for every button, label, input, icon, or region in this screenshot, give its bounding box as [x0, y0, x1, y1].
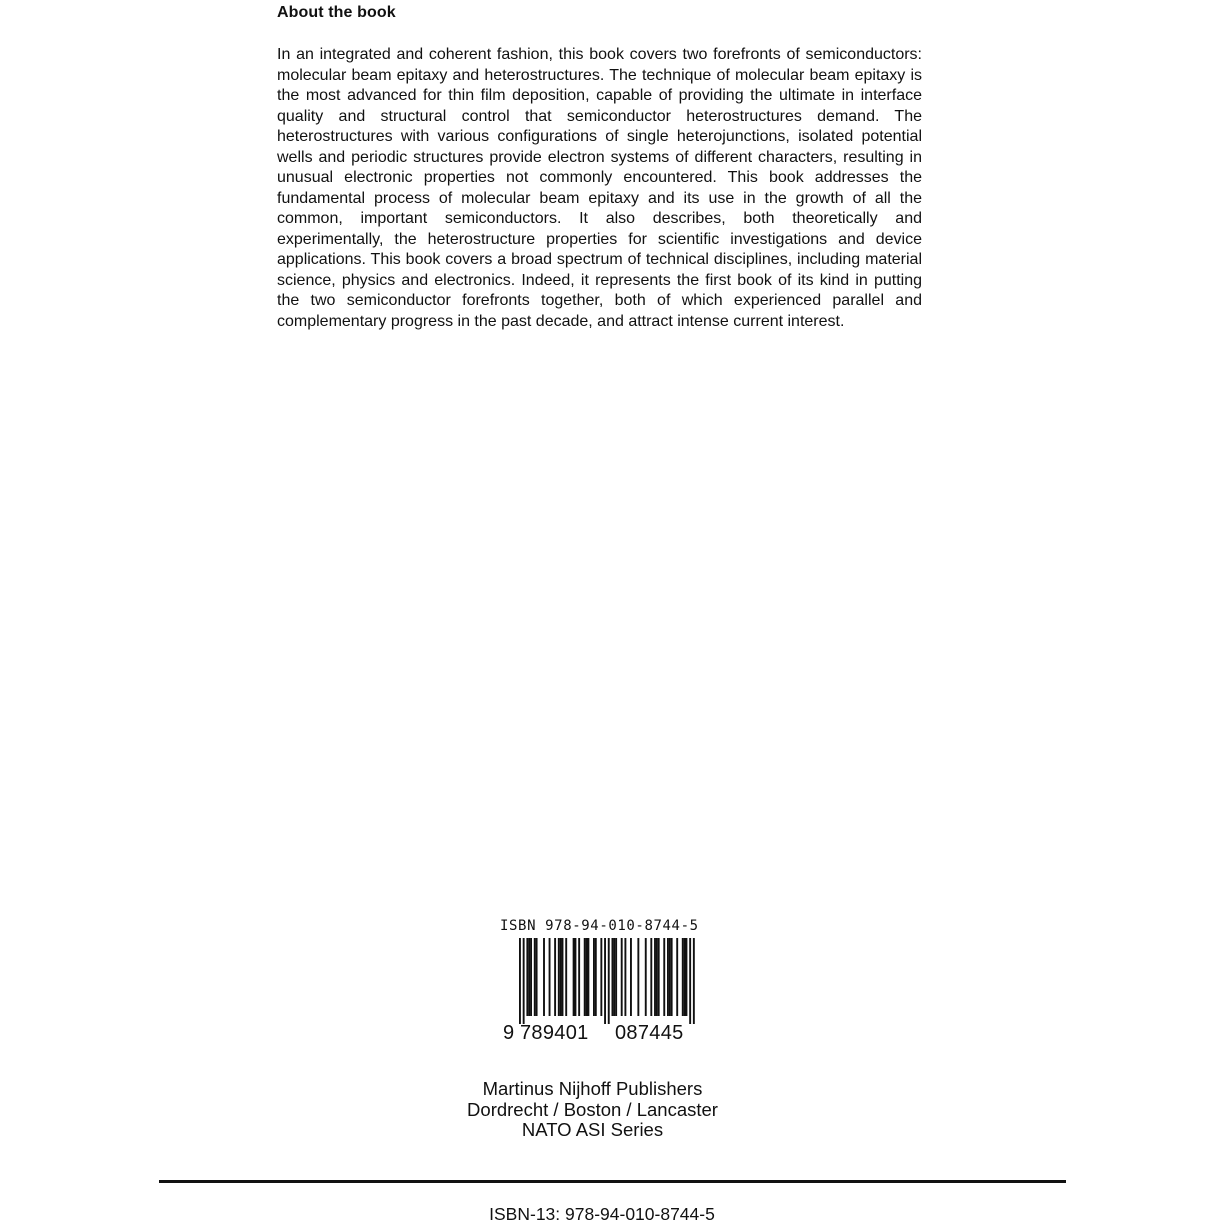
barcode-bar — [667, 938, 669, 1016]
barcode-bar — [689, 938, 691, 1024]
barcode-bar — [613, 938, 615, 1016]
barcode-bar — [612, 938, 614, 1016]
barcode-bar — [608, 938, 610, 1024]
barcode-bar — [587, 938, 589, 1016]
barcode-bar — [645, 938, 647, 1016]
publisher-name: Martinus Nijhoff Publishers — [482, 1078, 703, 1099]
barcode-bar — [654, 938, 656, 1016]
barcode-bar — [693, 938, 695, 1024]
barcode-bar — [560, 938, 562, 1016]
section-heading: About the book — [277, 4, 396, 21]
publisher-series: NATO ASI Series — [521, 1119, 664, 1140]
barcode-bar — [578, 938, 580, 1016]
barcode-bar — [684, 938, 686, 1016]
barcode-bar — [663, 938, 665, 1016]
barcode-bar — [630, 938, 632, 1016]
barcode-left-digits: 789401 — [520, 1022, 589, 1040]
barcode-bar — [543, 938, 545, 1016]
barcode-bar — [549, 938, 551, 1016]
barcode-bar — [565, 938, 567, 1016]
horizontal-rule — [159, 1180, 1066, 1183]
publisher-cities: Dordrecht / Boston / Lancaster — [467, 1098, 718, 1120]
barcode-bar — [562, 938, 564, 1016]
barcode-bar — [650, 938, 652, 1016]
barcode-bar — [656, 938, 658, 1016]
barcode-bar — [584, 938, 586, 1016]
barcode-bar — [637, 938, 639, 1016]
barcode-bar — [658, 938, 660, 1016]
barcode-bar — [536, 938, 538, 1016]
barcode-bar — [604, 938, 606, 1024]
barcode-bar — [624, 938, 626, 1016]
barcode-bar — [534, 938, 536, 1016]
barcode-bar — [593, 938, 595, 1016]
barcode-bar — [686, 938, 688, 1016]
barcode-bar — [600, 938, 602, 1016]
barcode-block — [497, 918, 722, 1040]
barcode-right-digits: 087445 — [615, 1022, 684, 1040]
publisher-block — [400, 1079, 785, 1141]
barcode-bar — [586, 938, 588, 1016]
barcode-lead-digit: 9 — [503, 1022, 515, 1040]
barcode-bar — [682, 938, 684, 1016]
barcode-bar — [526, 938, 528, 1016]
barcode-bar — [671, 938, 673, 1016]
barcode-bar — [558, 938, 560, 1016]
barcode-bar — [621, 938, 623, 1016]
barcode-bar — [530, 938, 532, 1016]
barcode-bar — [554, 938, 556, 1016]
barcode-bar — [528, 938, 530, 1016]
barcode-image — [497, 936, 722, 1040]
barcode-bar — [519, 938, 521, 1024]
barcode-bar — [615, 938, 617, 1016]
barcode-bar — [575, 938, 577, 1016]
barcode-bar — [595, 938, 597, 1016]
book-description: In an integrated and coherent fashion, this book covers two forefronts of semiconductors: molecular beam epitaxy and heterostructures. The technique of molecular beam epitaxy is the most advanced for thin film deposition, capable of providing the ultimate in interface quality and structural control that semiconductor heterostructures demand. The heterostructures with various configurations of single heterojunctions, isolated potential wells and periodic structures provide electron systems of different characters, resulting in unusual electronic properties not commonly encountered. This book addresses the fundamental process of molecular beam epitaxy and its use in the growth of all the common, important semiconductors. It also describes, both theoretically and experimentally, the heterostructure properties for scientific investigations and device applications. This book covers a broad spectrum of technical disciplines, including material science, physics and electronics. Indeed, it represents the first book of its kind in putting the two semiconductor forefronts together, both of which experienced parallel and complementary progress in the past decade, and attract intense current interest. — [277, 46, 922, 330]
barcode-bar — [669, 938, 671, 1016]
barcode-bar — [523, 938, 525, 1024]
footer-isbn: ISBN-13: 978-94-010-8744-5 — [489, 1204, 715, 1224]
barcode-isbn-label: ISBN 978-94-010-8744-5 — [500, 918, 699, 934]
barcode-bar — [573, 938, 575, 1016]
barcode-bar — [676, 938, 678, 1016]
